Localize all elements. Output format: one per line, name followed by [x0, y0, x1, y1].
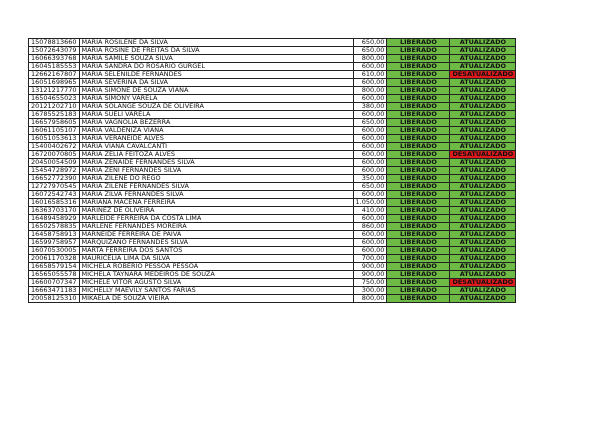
- id-cell: 16657958605: [29, 119, 80, 127]
- status-cell: LIBERADO: [387, 119, 450, 127]
- status-cell: LIBERADO: [387, 247, 450, 255]
- name-cell: MARINEZ DE OLIVEIRA: [79, 207, 353, 215]
- name-cell: MARIA ROSILENE DA SILVA: [79, 39, 353, 47]
- id-cell: 16600707347: [29, 279, 80, 287]
- value-cell: 600,00: [353, 247, 387, 255]
- table-row: [29, 47, 516, 55]
- status-cell: LIBERADO: [387, 279, 450, 287]
- table-row: [29, 159, 516, 167]
- name-cell: MARIA ZILVA FERNANDES SILVA: [79, 191, 353, 199]
- update-cell: ATUALIZADO: [450, 167, 516, 175]
- value-cell: 750,00: [353, 279, 387, 287]
- id-cell: 20061170328: [29, 255, 80, 263]
- id-cell: 12727970545: [29, 183, 80, 191]
- value-cell: 600,00: [353, 127, 387, 135]
- status-cell: LIBERADO: [387, 111, 450, 119]
- name-cell: MARIA ROSINE DE FREITAS DA SILVA: [79, 47, 353, 55]
- id-cell: 15454728972: [29, 167, 80, 175]
- update-cell: ATUALIZADO: [450, 111, 516, 119]
- id-cell: 16489458929: [29, 215, 80, 223]
- table-row: [29, 71, 516, 79]
- table-row: [29, 135, 516, 143]
- update-cell: ATUALIZADO: [450, 135, 516, 143]
- value-cell: 600,00: [353, 231, 387, 239]
- value-cell: 650,00: [353, 39, 387, 47]
- table-row: [29, 239, 516, 247]
- id-cell: 16066393768: [29, 55, 80, 63]
- table-row: [29, 175, 516, 183]
- id-cell: 16720070805: [29, 151, 80, 159]
- name-cell: MARIA SIMONY VARELA: [79, 95, 353, 103]
- table-row: [29, 263, 516, 271]
- name-cell: MARIA VERANEIDE ALVES: [79, 135, 353, 143]
- status-cell: LIBERADO: [387, 199, 450, 207]
- update-cell: ATUALIZADO: [450, 287, 516, 295]
- table-row: [29, 255, 516, 263]
- value-cell: 300,00: [353, 287, 387, 295]
- value-cell: 600,00: [353, 111, 387, 119]
- name-cell: MICHELLY MAEVILY SANTOS FARIAS: [79, 287, 353, 295]
- id-cell: 16652772390: [29, 175, 80, 183]
- update-cell: DESATUALIZADO: [450, 151, 516, 159]
- value-cell: 380,00: [353, 103, 387, 111]
- name-cell: MARIA ZILENE FERNANDES SILVA: [79, 183, 353, 191]
- table-row: [29, 223, 516, 231]
- status-cell: LIBERADO: [387, 183, 450, 191]
- update-cell: ATUALIZADO: [450, 199, 516, 207]
- table-row: [29, 183, 516, 191]
- name-cell: MARIA SEVERINA DA SILVA: [79, 79, 353, 87]
- update-cell: ATUALIZADO: [450, 247, 516, 255]
- status-cell: LIBERADO: [387, 223, 450, 231]
- name-cell: MAURICELIA LIMA DA SILVA: [79, 255, 353, 263]
- value-cell: 600,00: [353, 135, 387, 143]
- id-cell: 16051053613: [29, 135, 80, 143]
- status-cell: LIBERADO: [387, 39, 450, 47]
- name-cell: MARLEIDE FERREIRA DA COSTA LIMA: [79, 215, 353, 223]
- table-row: [29, 55, 516, 63]
- update-cell: ATUALIZADO: [450, 159, 516, 167]
- status-cell: LIBERADO: [387, 87, 450, 95]
- name-cell: MICHELA ROBERIO PESSOA PESSOA: [79, 263, 353, 271]
- update-cell: ATUALIZADO: [450, 255, 516, 263]
- status-cell: LIBERADO: [387, 95, 450, 103]
- id-cell: 16458758913: [29, 231, 80, 239]
- update-cell: ATUALIZADO: [450, 143, 516, 151]
- update-cell: ATUALIZADO: [450, 87, 516, 95]
- value-cell: 410,00: [353, 207, 387, 215]
- status-cell: LIBERADO: [387, 255, 450, 263]
- name-cell: MARIA VAGNOLIA BEZERRA: [79, 119, 353, 127]
- id-cell: 16072542743: [29, 191, 80, 199]
- value-cell: 600,00: [353, 143, 387, 151]
- value-cell: 800,00: [353, 87, 387, 95]
- name-cell: MARIA SIMONE DE SOUZA VIANA: [79, 87, 353, 95]
- value-cell: 600,00: [353, 63, 387, 71]
- update-cell: ATUALIZADO: [450, 95, 516, 103]
- update-cell: ATUALIZADO: [450, 295, 516, 303]
- status-cell: LIBERADO: [387, 287, 450, 295]
- status-cell: LIBERADO: [387, 143, 450, 151]
- name-cell: MARLENE FERNANDES MOREIRA: [79, 223, 353, 231]
- name-cell: MARTA FERREIRA DOS SANTOS: [79, 247, 353, 255]
- update-cell: ATUALIZADO: [450, 207, 516, 215]
- value-cell: 600,00: [353, 191, 387, 199]
- update-cell: DESATUALIZADO: [450, 71, 516, 79]
- value-cell: 600,00: [353, 79, 387, 87]
- id-cell: 16663471183: [29, 287, 80, 295]
- status-cell: LIBERADO: [387, 263, 450, 271]
- table-row: [29, 191, 516, 199]
- value-cell: 600,00: [353, 167, 387, 175]
- table-row: [29, 247, 516, 255]
- update-cell: ATUALIZADO: [450, 119, 516, 127]
- update-cell: ATUALIZADO: [450, 263, 516, 271]
- id-cell: 16045185553: [29, 63, 80, 71]
- value-cell: 1.050,00: [353, 199, 387, 207]
- name-cell: MARIA ZENAIDE FERNANDES SILVA: [79, 159, 353, 167]
- status-cell: LIBERADO: [387, 63, 450, 71]
- update-cell: ATUALIZADO: [450, 63, 516, 71]
- id-cell: 20121202710: [29, 103, 80, 111]
- table-row: [29, 103, 516, 111]
- status-cell: LIBERADO: [387, 191, 450, 199]
- value-cell: 600,00: [353, 215, 387, 223]
- id-cell: 15072643079: [29, 47, 80, 55]
- table-row: [29, 79, 516, 87]
- status-cell: LIBERADO: [387, 55, 450, 63]
- name-cell: MARIA SUELI VARELA: [79, 111, 353, 119]
- name-cell: MARIA VIANA CAVALCANTI: [79, 143, 353, 151]
- table-row: [29, 215, 516, 223]
- status-cell: LIBERADO: [387, 127, 450, 135]
- id-cell: 16502578835: [29, 223, 80, 231]
- name-cell: MARIA SOLANGE SOUZA DE OLIVEIRA: [79, 103, 353, 111]
- id-cell: 16599758957: [29, 239, 80, 247]
- value-cell: 650,00: [353, 119, 387, 127]
- id-cell: 20058125310: [29, 295, 80, 303]
- value-cell: 860,00: [353, 223, 387, 231]
- table-row: [29, 295, 516, 303]
- name-cell: MARIA SELENILDE FERNANDES: [79, 71, 353, 79]
- value-cell: 600,00: [353, 159, 387, 167]
- id-cell: 16363703170: [29, 207, 80, 215]
- update-cell: ATUALIZADO: [450, 39, 516, 47]
- status-cell: LIBERADO: [387, 135, 450, 143]
- table-row: [29, 95, 516, 103]
- table-row: [29, 87, 516, 95]
- status-cell: LIBERADO: [387, 47, 450, 55]
- value-cell: 650,00: [353, 183, 387, 191]
- name-cell: MICHELE VITOR AGUSTO SILVA: [79, 279, 353, 287]
- table-row: [29, 207, 516, 215]
- table-row: [29, 151, 516, 159]
- name-cell: MARIA ZENI FERNANDES SILVA: [79, 167, 353, 175]
- name-cell: MARIANA MACENA FERREIRA: [79, 199, 353, 207]
- id-cell: 16016585316: [29, 199, 80, 207]
- name-cell: MARQUIZANO FERNANDES SILVA: [79, 239, 353, 247]
- update-cell: ATUALIZADO: [450, 175, 516, 183]
- value-cell: 900,00: [353, 263, 387, 271]
- status-cell: LIBERADO: [387, 159, 450, 167]
- id-cell: 16504655023: [29, 95, 80, 103]
- status-cell: LIBERADO: [387, 239, 450, 247]
- update-cell: ATUALIZADO: [450, 183, 516, 191]
- id-cell: 16565055578: [29, 271, 80, 279]
- value-cell: 700,00: [353, 255, 387, 263]
- status-cell: LIBERADO: [387, 175, 450, 183]
- update-cell: ATUALIZADO: [450, 223, 516, 231]
- update-cell: ATUALIZADO: [450, 103, 516, 111]
- update-cell: ATUALIZADO: [450, 231, 516, 239]
- name-cell: MARIA ZELIA FEITOZA ALVES: [79, 151, 353, 159]
- beneficiary-table: [28, 38, 516, 303]
- status-cell: LIBERADO: [387, 231, 450, 239]
- table-row: [29, 119, 516, 127]
- update-cell: ATUALIZADO: [450, 127, 516, 135]
- status-cell: LIBERADO: [387, 271, 450, 279]
- value-cell: 600,00: [353, 239, 387, 247]
- update-cell: ATUALIZADO: [450, 191, 516, 199]
- id-cell: 20450054509: [29, 159, 80, 167]
- value-cell: 350,00: [353, 175, 387, 183]
- name-cell: MICHELA TAYNARA MEDEIROS DE SOUZA: [79, 271, 353, 279]
- status-cell: LIBERADO: [387, 79, 450, 87]
- table-row: [29, 127, 516, 135]
- update-cell: ATUALIZADO: [450, 271, 516, 279]
- status-cell: LIBERADO: [387, 167, 450, 175]
- value-cell: 600,00: [353, 95, 387, 103]
- update-cell: ATUALIZADO: [450, 79, 516, 87]
- id-cell: 13121217770: [29, 87, 80, 95]
- name-cell: MIKAELA DE SOUZA VIEIRA: [79, 295, 353, 303]
- id-cell: 16070530005: [29, 247, 80, 255]
- id-cell: 16051698965: [29, 79, 80, 87]
- update-cell: ATUALIZADO: [450, 47, 516, 55]
- update-cell: ATUALIZADO: [450, 239, 516, 247]
- name-cell: MARIA VALDENIZA VIANA: [79, 127, 353, 135]
- id-cell: 12662167807: [29, 71, 80, 79]
- table-row: [29, 231, 516, 239]
- status-cell: LIBERADO: [387, 151, 450, 159]
- value-cell: 800,00: [353, 55, 387, 63]
- name-cell: MARIA SANDRA DO ROSARIO GURGEL: [79, 63, 353, 71]
- table-body: [29, 39, 516, 303]
- status-cell: LIBERADO: [387, 207, 450, 215]
- value-cell: 610,00: [353, 71, 387, 79]
- name-cell: MARNEIDE FERREIRA DE PAIVA: [79, 231, 353, 239]
- table-row: [29, 143, 516, 151]
- status-cell: LIBERADO: [387, 215, 450, 223]
- update-cell: DESATUALIZADO: [450, 279, 516, 287]
- update-cell: ATUALIZADO: [450, 55, 516, 63]
- id-cell: 15400402672: [29, 143, 80, 151]
- table-row: [29, 271, 516, 279]
- status-cell: LIBERADO: [387, 295, 450, 303]
- value-cell: 800,00: [353, 295, 387, 303]
- name-cell: MARIA ZILENE DO REGO: [79, 175, 353, 183]
- table-row: [29, 199, 516, 207]
- table-row: [29, 63, 516, 71]
- status-cell: LIBERADO: [387, 103, 450, 111]
- table-row: [29, 287, 516, 295]
- table-row: [29, 39, 516, 47]
- status-cell: LIBERADO: [387, 71, 450, 79]
- table-row: [29, 111, 516, 119]
- id-cell: 16785525183: [29, 111, 80, 119]
- id-cell: 16658579154: [29, 263, 80, 271]
- table-row: [29, 279, 516, 287]
- value-cell: 650,00: [353, 47, 387, 55]
- id-cell: 16061105107: [29, 127, 80, 135]
- update-cell: ATUALIZADO: [450, 215, 516, 223]
- table-row: [29, 167, 516, 175]
- id-cell: 15078813660: [29, 39, 80, 47]
- name-cell: MARIA SAMILE SOUZA SILVA: [79, 55, 353, 63]
- value-cell: 900,00: [353, 271, 387, 279]
- value-cell: 600,00: [353, 151, 387, 159]
